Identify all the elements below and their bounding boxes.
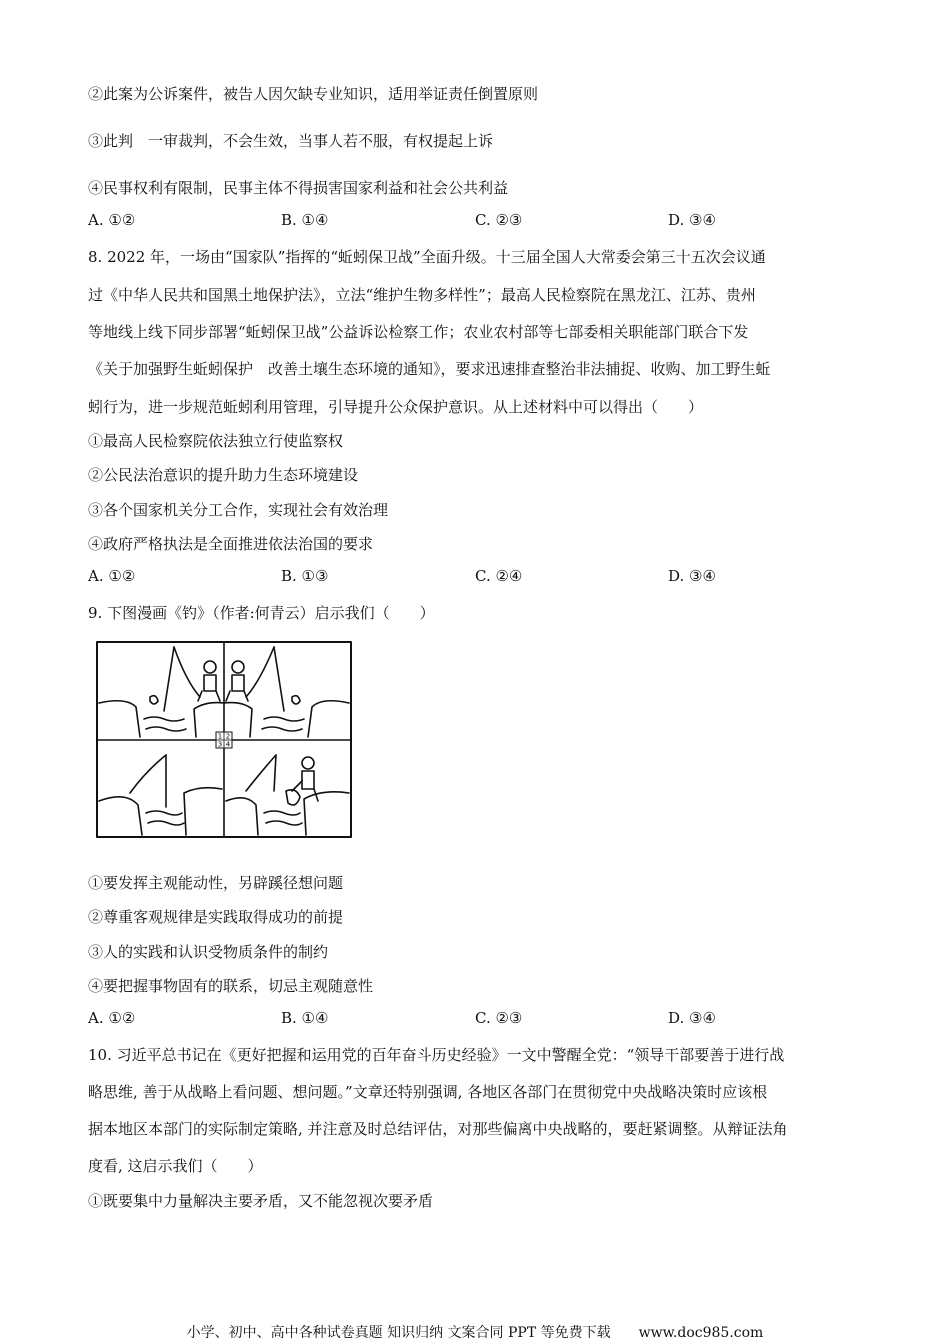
q8-item-2: ②公民法治意识的提升助力生态环境建设	[88, 466, 359, 484]
q7-option-a: A. ①②	[88, 211, 136, 229]
q9-item-2: ②尊重客观规律是实践取得成功的前提	[88, 908, 344, 926]
q8-option-c: C. ②④	[475, 567, 523, 585]
q8-stem-line-2: 过《中华人民共和国黑土地保护法》，立法“维护生物多样性”；最高人民检察院在黑龙江、江苏、贵州	[88, 286, 756, 304]
q8-stem-line-3: 等地线上线下同步部署“蚯蚓保卫战”公益诉讼检察工作；农业农村部等七部委相关职能部门联合下发	[88, 323, 749, 341]
q8-stem-line-4: 《关于加强野生蚯蚓保护 改善土壤生态环境的通知》，要求迅速排查整治非法捕捉、收购、加工野生蚯	[88, 360, 771, 378]
q8-item-1: ①最高人民检察院依法独立行使监察权	[88, 432, 344, 450]
q10-stem-line-4: 度看, 这启示我们（ ）	[88, 1157, 263, 1175]
panel-number-4: 4	[225, 740, 231, 749]
q9-stem: 9. 下图漫画《钓》（作者:何青云）启示我们（ ）	[88, 604, 435, 622]
q9-option-b: B. ①④	[281, 1009, 329, 1027]
q7-option-d: D. ③④	[668, 211, 716, 229]
page-footer: 小学、初中、高中各种试卷真题 知识归纳 文案合同 PPT 等免费下载 www.doc985.com	[186, 1325, 764, 1341]
q10-stem-line-1: 10. 习近平总书记在《更好把握和运用党的百年奋斗历史经验》一文中警醒全党：“领导干部要善于进行战	[88, 1046, 785, 1064]
q9-option-c: C. ②③	[475, 1009, 523, 1027]
q8-item-3: ③各个国家机关分工合作，实现社会有效治理	[88, 501, 389, 519]
q7-option-c: C. ②③	[475, 211, 523, 229]
panel-number-1: 1	[217, 732, 223, 741]
q10-stem-line-2: 略思维, 善于从战略上看问题、想问题。”文章还特别强调, 各地区各部门在贯彻党中央战略决策时应该根	[88, 1083, 768, 1101]
q9-item-3: ③人的实践和认识受物质条件的制约	[88, 943, 329, 961]
q8-stem-line-1: 8. 2022 年，一场由“国家队”指挥的“蚯蚓保卫战”全面升级。十三届全国人大常委会第三十五次会议通	[88, 248, 766, 266]
q10-stem-line-3: 据本地区本部门的实际制定策略, 并注意及时总结评估，对那些偏离中央战略的，要赶紧调整。从辩证法角	[88, 1120, 788, 1138]
q7-item-3: ③此判 一审裁判，不会生效，当事人若不服，有权提起上诉	[88, 132, 494, 150]
q7-option-b: B. ①④	[281, 211, 329, 229]
q8-item-4: ④政府严格执法是全面推进依法治国的要求	[88, 535, 374, 553]
q9-item-1: ①要发挥主观能动性，另辟蹊径想问题	[88, 874, 344, 892]
q7-item-4: ④民事权利有限制，民事主体不得损害国家利益和社会公共利益	[88, 179, 509, 197]
fishing-comic-image	[96, 641, 352, 838]
panel-number-2: 2	[225, 732, 231, 741]
q10-item-1: ①既要集中力量解决主要矛盾，又不能忽视次要矛盾	[88, 1192, 434, 1210]
q9-option-a: A. ①②	[88, 1009, 136, 1027]
q8-option-d: D. ③④	[668, 567, 716, 585]
q9-item-4: ④要把握事物固有的联系，切忌主观随意性	[88, 977, 374, 995]
panel-number-3: 3	[217, 740, 223, 749]
q8-option-b: B. ①③	[281, 567, 329, 585]
q9-option-d: D. ③④	[668, 1009, 716, 1027]
q7-item-2: ②此案为公诉案件，被告人因欠缺专业知识，适用举证责任倒置原则	[88, 85, 539, 103]
q8-stem-line-5: 蚓行为，进一步规范蚯蚓利用管理，引导提升公众保护意识。从上述材料中可以得出（ ）	[88, 398, 704, 416]
q8-option-a: A. ①②	[88, 567, 136, 585]
